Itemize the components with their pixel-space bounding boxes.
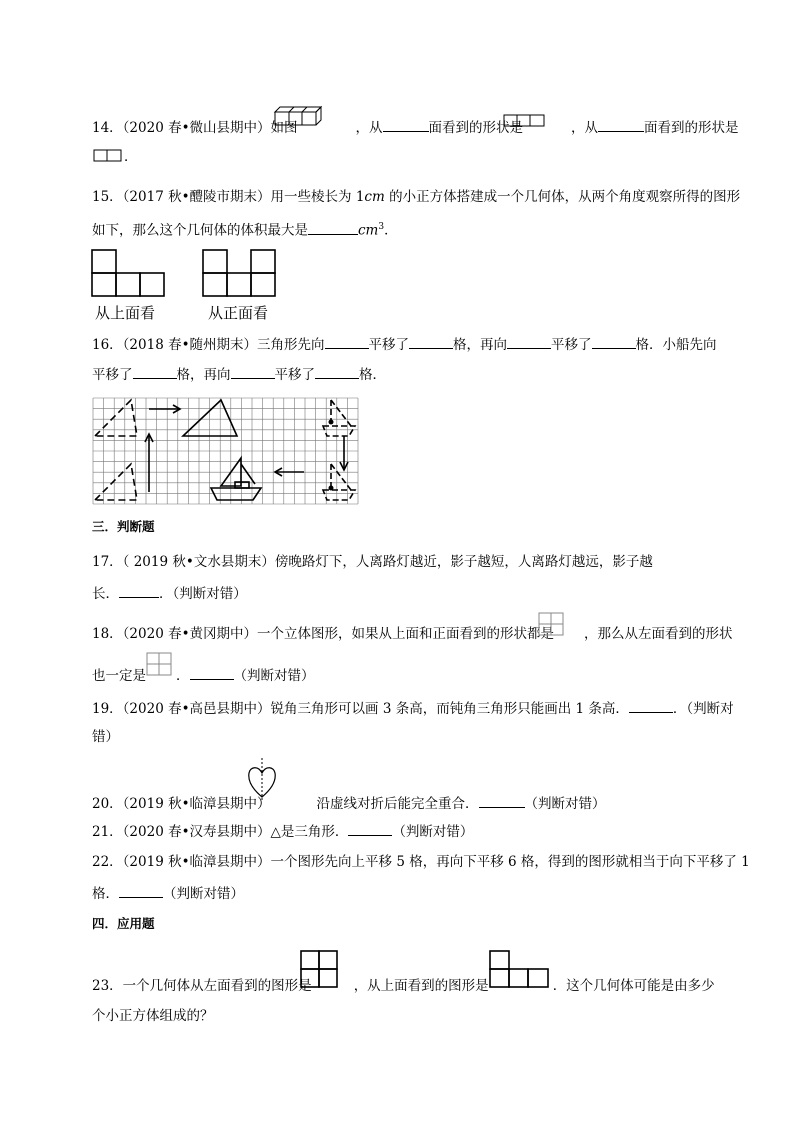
q23-top-view bbox=[488, 949, 552, 989]
q23-left-view bbox=[299, 949, 341, 989]
q15-line2: 如下，那么这个几何体的体积最大是 $cm^3$． bbox=[92, 218, 398, 240]
answer-blank[interactable] bbox=[383, 117, 429, 132]
answer-blank[interactable] bbox=[231, 364, 275, 379]
answer-blank[interactable] bbox=[507, 334, 551, 349]
q16-grid-figure bbox=[91, 396, 361, 507]
q19-line2: 错） bbox=[92, 729, 119, 745]
q14-front-view bbox=[503, 114, 547, 127]
q20-line: 20．（2019 秋•临漳县期中） 沿虚线对折后能完全重合． （判断对错） bbox=[92, 793, 606, 813]
q16-line2: 平移了 格，再向 平移了 格． bbox=[92, 364, 386, 384]
caption-top-view: 从上面看 bbox=[95, 304, 156, 322]
q17-line1: 17．（ 2019 秋•文水县期末）傍晚路灯下，人离路灯越近，影子越短，人离路灯越远，影子越 bbox=[92, 554, 653, 570]
q14-side-view bbox=[93, 149, 123, 162]
section-heading-application: 四．应用题 bbox=[92, 916, 155, 931]
q21-line: 21．（2020 春•汉寿县期中）△是三角形． （判断对错） bbox=[92, 821, 473, 841]
answer-blank[interactable] bbox=[119, 883, 163, 898]
q23-line1: 23．一个几何体从左面看到的图形是 ，从上面看到的图形是 ．这个几何体可能是由多少 bbox=[92, 978, 715, 994]
answer-blank[interactable] bbox=[598, 117, 644, 132]
q18-line2: 也一定是 ． （判断对错） bbox=[92, 665, 315, 685]
answer-blank[interactable] bbox=[348, 821, 392, 836]
q19-line1: 19．（2020 春•高邑县期中）锐角三角形可以画 3 条高，而钝角三角形只能画出 1 条高． ．（判断对 bbox=[92, 698, 734, 718]
answer-blank[interactable] bbox=[133, 364, 177, 379]
caption-front-view: 从正面看 bbox=[208, 304, 269, 322]
q15-front-view bbox=[201, 248, 281, 300]
q22-line1: 22．（2019 秋•临漳县期中）一个图形先向上平移 5 格，再向下平移 6 格，得到的图形就相当于向下平移了 1 bbox=[92, 854, 750, 870]
q14-line1: 14．（2020 春•微山县期中）如图 ，从 面看到的形状是 ，从 面看到的形状是 bbox=[92, 117, 739, 137]
q17-line2: 长． ．（判断对错） bbox=[92, 583, 247, 603]
q18-square-grid-2 bbox=[146, 652, 172, 676]
q15-top-view bbox=[90, 248, 170, 300]
answer-blank[interactable] bbox=[308, 220, 358, 235]
answer-blank[interactable] bbox=[315, 364, 359, 379]
q23-line2: 个小正方体组成的？ bbox=[92, 1008, 214, 1024]
q18-line1: 18．（2020 春•黄冈期中）一个立体图形，如果从上面和正面看到的形状都是 ，那么从左面看到的形状 bbox=[92, 626, 733, 642]
q16-line1: 16．（2018 春•随州期末）三角形先向 平移了 格，再向 平移了 格．小船先向 bbox=[92, 334, 717, 354]
answer-blank[interactable] bbox=[409, 334, 453, 349]
answer-blank[interactable] bbox=[119, 583, 159, 598]
q22-line2: 格． （判断对错） bbox=[92, 883, 244, 903]
q15-line1: 15．（2017 秋•醴陵市期末）用一些棱长为 1cm 的小正方体搭建成一个几何体，从两个角度观察所得的图形 bbox=[92, 189, 741, 205]
answer-blank[interactable] bbox=[592, 334, 636, 349]
answer-blank[interactable] bbox=[325, 334, 369, 349]
answer-blank[interactable] bbox=[629, 698, 673, 713]
section-heading-judgement: 三．判断题 bbox=[92, 519, 155, 534]
q18-square-grid-1 bbox=[538, 612, 564, 636]
q14-cube-figure bbox=[272, 102, 324, 128]
answer-blank[interactable] bbox=[479, 793, 525, 808]
answer-blank[interactable] bbox=[190, 665, 234, 680]
